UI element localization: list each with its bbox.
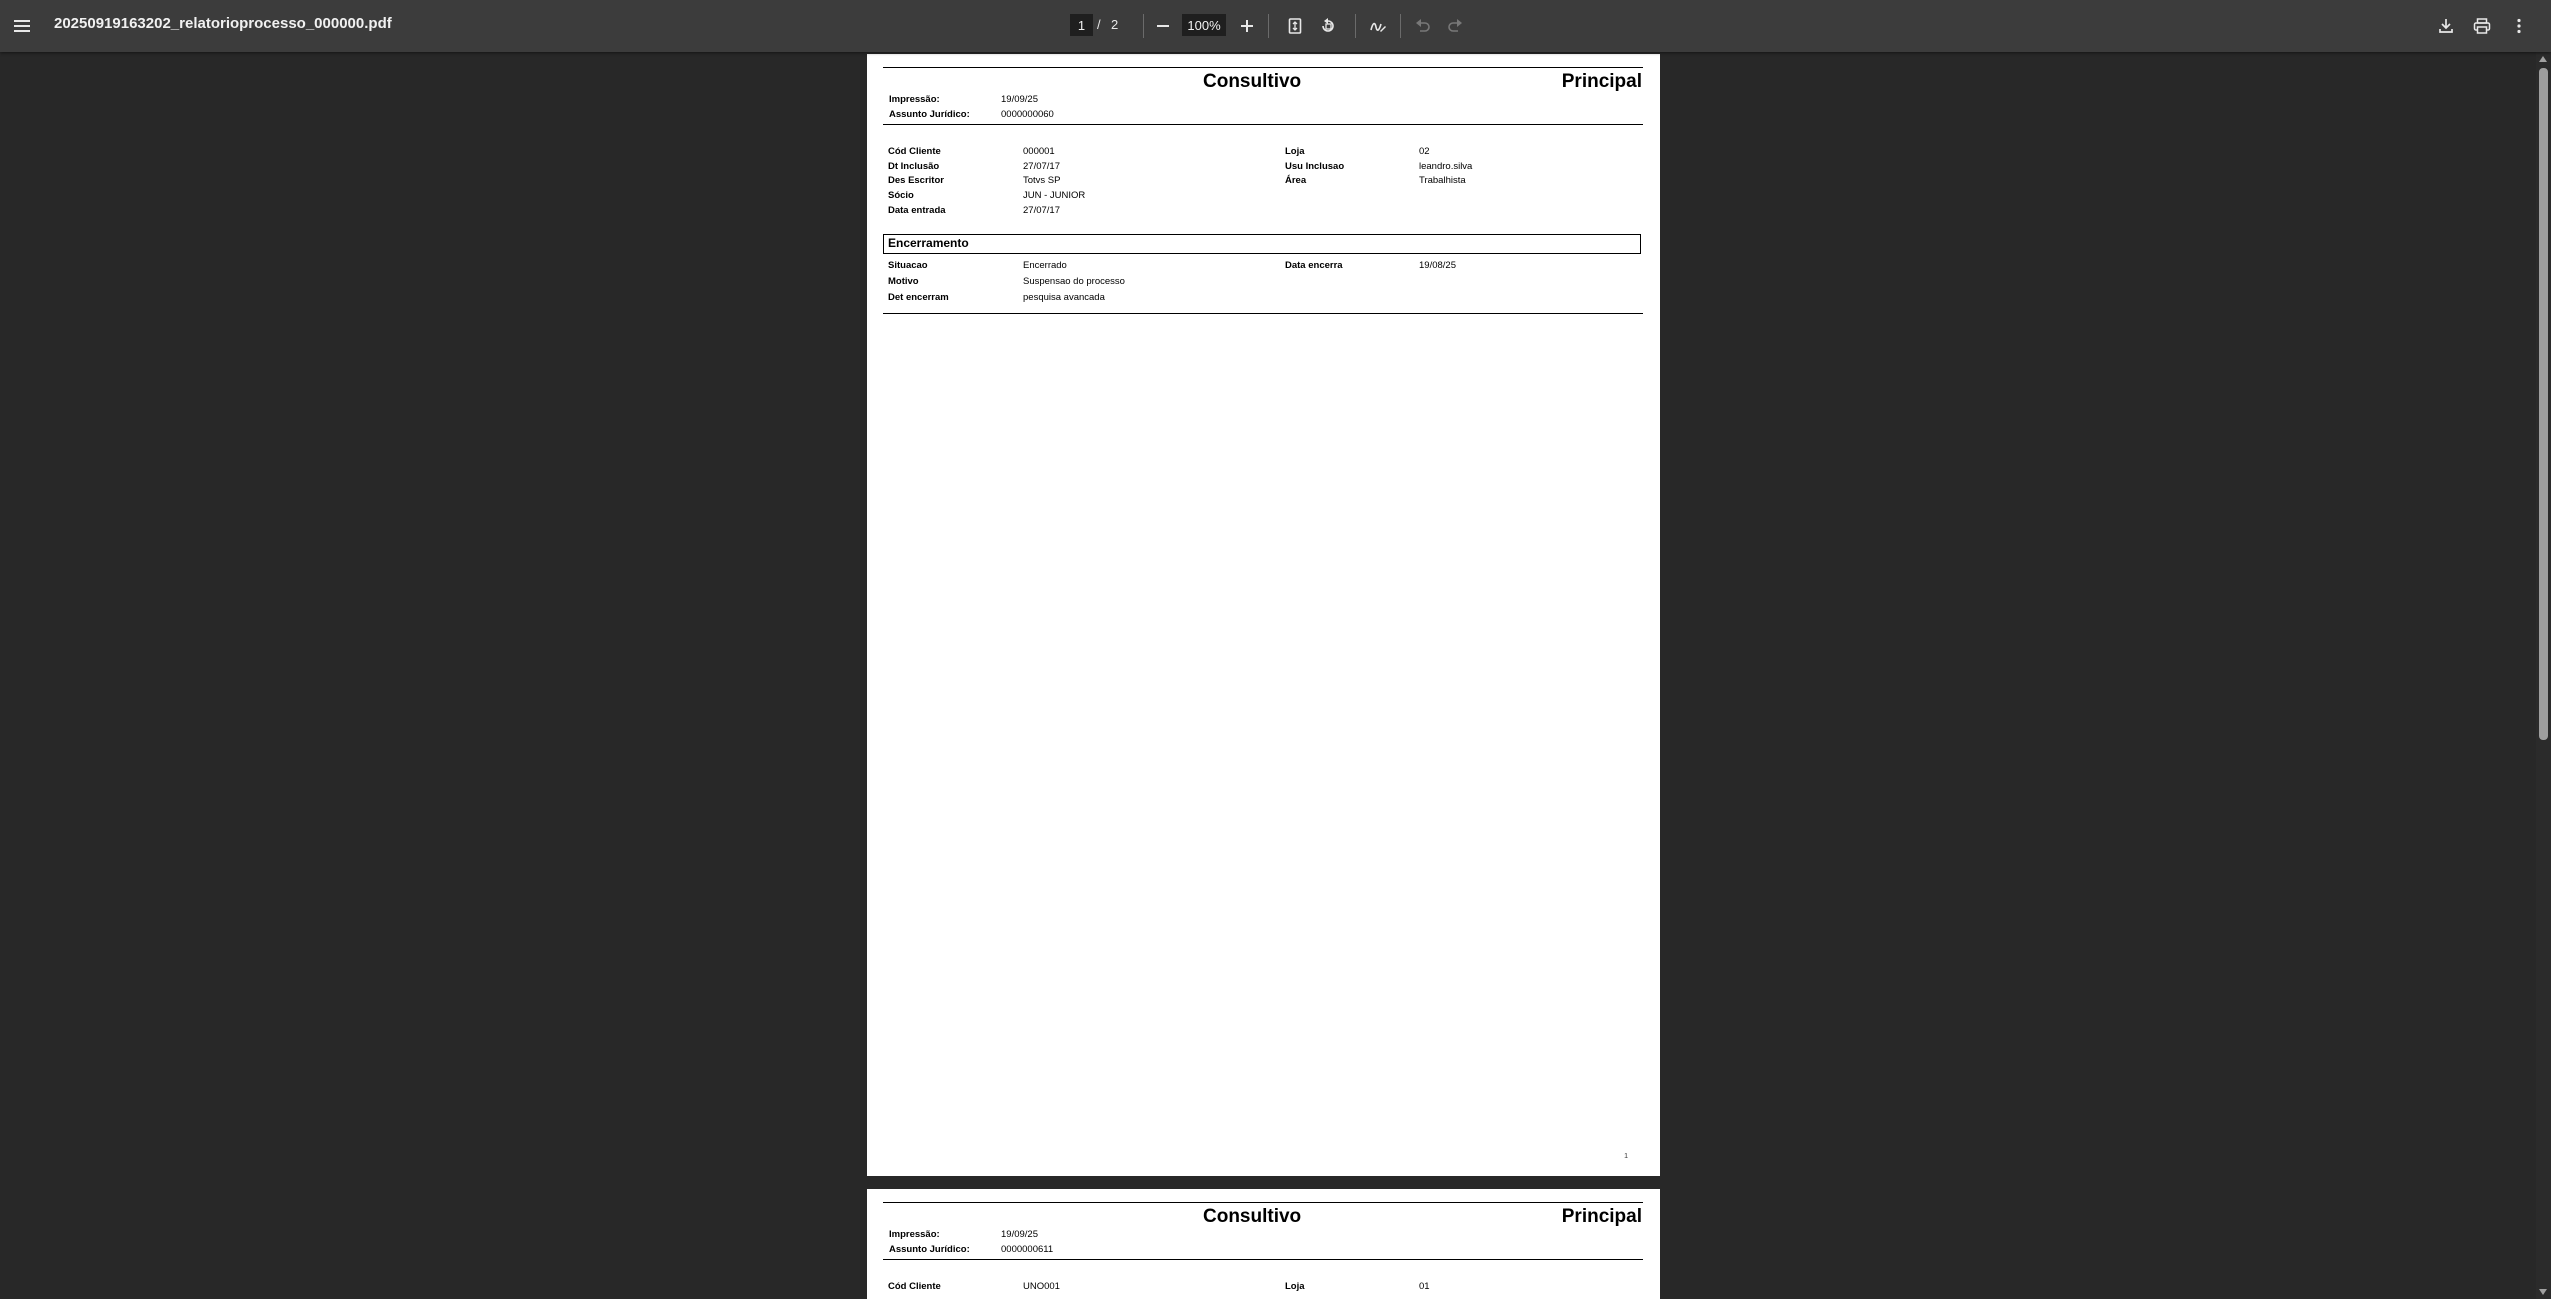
field-value: 000001 [1023, 146, 1055, 157]
toolbar-divider [1268, 14, 1269, 38]
meta-label: Assunto Jurídico: [889, 109, 970, 120]
field-label: Cód Cliente [888, 1281, 941, 1292]
divider [883, 1259, 1643, 1260]
plus-icon [1240, 19, 1254, 33]
print-button[interactable] [2466, 10, 2498, 42]
draw-button[interactable] [1362, 10, 1394, 42]
field-label: Loja [1285, 1281, 1305, 1292]
meta-value: 0000000611 [1001, 1244, 1054, 1255]
field-label: Dt Inclusão [888, 161, 940, 172]
page-number-input[interactable] [1070, 14, 1093, 36]
divider [883, 1202, 1643, 1203]
field-value: 01 [1419, 1281, 1430, 1292]
field-value: Trabalhista [1419, 175, 1466, 186]
meta-label: Impressão: [889, 1229, 940, 1240]
field-label: Sócio [888, 190, 914, 201]
toolbar-divider [1143, 14, 1144, 38]
scroll-down-arrow-icon[interactable] [2539, 1289, 2547, 1295]
meta-value: 19/09/25 [1001, 94, 1038, 105]
page-number: 1 [1624, 1153, 1628, 1160]
field-value: UNO001 [1023, 1281, 1060, 1292]
download-icon [2438, 18, 2454, 34]
field-label: Des Escritor [888, 175, 944, 186]
field-label: Área [1285, 175, 1307, 186]
page-separator: / [1097, 17, 1101, 32]
field-label: Cód Cliente [888, 146, 941, 157]
report-subtitle: Principal [1561, 1206, 1642, 1227]
section-title: Encerramento [888, 236, 969, 250]
more-vert-icon [2517, 18, 2521, 34]
meta-label: Impressão: [889, 94, 940, 105]
undo-icon [1415, 19, 1431, 33]
download-button[interactable] [2430, 10, 2462, 42]
more-options-button[interactable] [2503, 10, 2535, 42]
divider [883, 313, 1643, 314]
scrollbar-thumb[interactable] [2539, 68, 2548, 740]
report-title: Consultivo [1203, 71, 1302, 92]
section-header [883, 234, 1641, 254]
meta-value: 19/09/25 [1001, 1229, 1038, 1240]
field-value: Encerrado [1023, 260, 1067, 271]
fit-page-icon [1288, 18, 1302, 34]
rotate-icon [1319, 17, 1337, 35]
pdf-viewer[interactable] [0, 52, 2536, 1299]
vertical-scrollbar[interactable] [2536, 52, 2551, 1299]
field-label: Loja [1285, 146, 1305, 157]
field-value: Totvs SP [1023, 175, 1061, 186]
field-label: Det encerram [888, 292, 949, 303]
pdf-page [867, 1189, 1660, 1299]
zoom-in-button[interactable] [1231, 10, 1263, 42]
field-label: Data encerra [1285, 260, 1343, 271]
field-label: Usu Inclusao [1285, 161, 1345, 172]
redo-icon [1447, 19, 1463, 33]
print-icon [2473, 18, 2491, 34]
menu-icon[interactable] [7, 10, 39, 42]
meta-value: 0000000060 [1001, 109, 1054, 120]
zoom-input[interactable] [1182, 14, 1226, 36]
field-label: Motivo [888, 276, 919, 287]
page-total: 2 [1111, 17, 1119, 32]
field-value: 27/07/17 [1023, 205, 1060, 216]
meta-label: Assunto Jurídico: [889, 1244, 970, 1255]
pdf-page [867, 54, 1660, 1176]
field-value: 02 [1419, 146, 1430, 157]
field-value: 19/08/25 [1419, 260, 1456, 271]
field-value: pesquisa avancada [1023, 292, 1105, 303]
pdf-toolbar [0, 0, 2551, 52]
undo-button[interactable] [1407, 10, 1439, 42]
field-value: JUN - JUNIOR [1023, 190, 1086, 201]
field-value: leandro.silva [1419, 161, 1473, 172]
field-value: Suspensao do processo [1023, 276, 1125, 287]
fit-page-button[interactable] [1279, 10, 1311, 42]
divider [883, 67, 1643, 68]
field-value: 27/07/17 [1023, 161, 1060, 172]
toolbar-divider [1355, 14, 1356, 38]
toolbar-divider [1400, 14, 1401, 38]
field-label: Data entrada [888, 205, 946, 216]
file-title: 20250919163202_relatorioprocesso_000000.pdf [54, 15, 392, 32]
rotate-button[interactable] [1312, 10, 1344, 42]
draw-icon [1369, 18, 1387, 34]
zoom-out-button[interactable] [1147, 10, 1179, 42]
field-label: Situacao [888, 260, 928, 271]
scroll-up-arrow-icon[interactable] [2539, 56, 2547, 62]
divider [883, 124, 1643, 125]
minus-icon [1156, 19, 1170, 33]
redo-button[interactable] [1439, 10, 1471, 42]
report-title: Consultivo [1203, 1206, 1302, 1227]
report-subtitle: Principal [1561, 71, 1642, 92]
